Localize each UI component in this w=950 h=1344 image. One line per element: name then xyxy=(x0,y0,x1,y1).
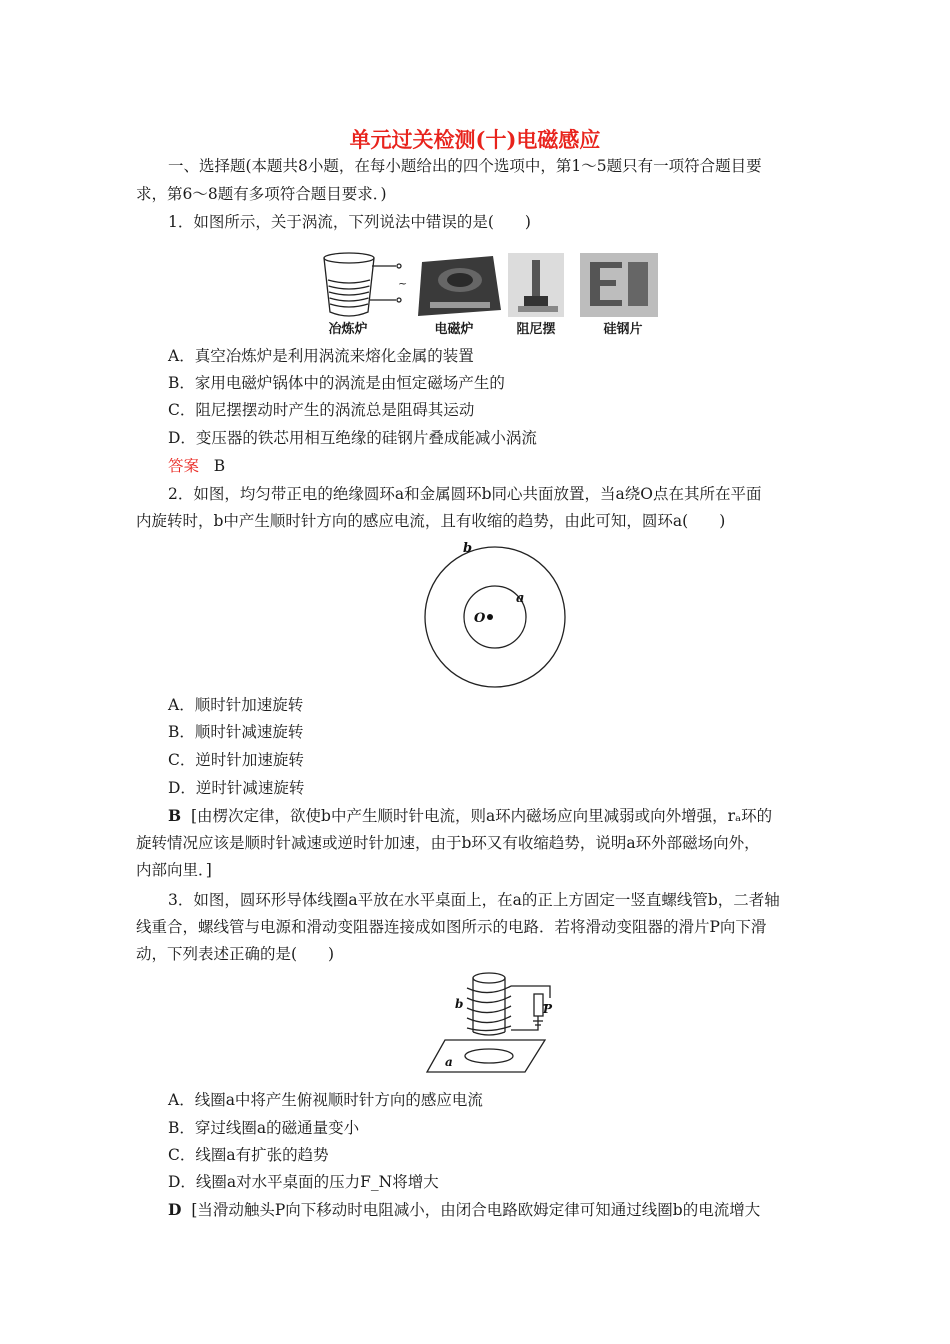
rheostat xyxy=(534,994,543,1016)
label-b: b xyxy=(455,997,464,1011)
q2-option-c: C．逆时针加速旋转 xyxy=(168,751,304,769)
label-b: b xyxy=(463,541,473,556)
q3-stem-line-3: 动，下列表述正确的是( ) xyxy=(136,945,335,963)
q3-solution-text: [当滑动触头P向下移动时电阻减小，由闭合电路欧姆定律可知通过线圈b的电流增大 xyxy=(191,1201,761,1219)
furnace-image xyxy=(324,253,407,316)
q2-solution-line-3: 内部向里．] xyxy=(136,861,212,879)
caption-furnace: 冶炼炉 xyxy=(328,322,368,337)
answer-label: 答案 xyxy=(168,457,200,475)
solenoid-top xyxy=(473,973,505,983)
q1-stem: 1．如图所示，关于涡流，下列说法中错误的是( ) xyxy=(168,213,531,231)
q1-option-b: B．家用电磁炉锅体中的涡流是由恒定磁场产生的 xyxy=(168,374,505,392)
q1-answer xyxy=(168,456,848,476)
q2-option-d: D．逆时针减速旋转 xyxy=(168,779,305,797)
caption-damping-pendulum: 阻尼摆 xyxy=(516,322,556,337)
svg-text:~: ~ xyxy=(398,277,408,290)
q2-solution-line-2: 旋转情况应该是顺时针减速或逆时针加速，由于b环又有收缩趋势，说明a环外部磁场向外， xyxy=(136,834,760,852)
induction-cooker-image xyxy=(418,256,501,316)
q3-solution-key: D xyxy=(168,1200,182,1219)
q2-stem-line-1: 2．如图，均匀带正电的绝缘圆环a和金属圆环b同心共面放置，当a绕O点在其所在平面 xyxy=(168,485,762,503)
coil-a xyxy=(465,1049,513,1063)
section-intro-line-1: 一、选择题(本题共8小题，在每小题给出的四个选项中，第1～5题只有一项符合题目要 xyxy=(168,157,762,175)
label-o: O xyxy=(474,611,486,626)
caption-silicon-steel: 硅钢片 xyxy=(603,322,643,337)
q2-solution-text: [由楞次定律，欲使b中产生顺时针电流，则a环内磁场应向里减弱或向外增强，rₐ环的 xyxy=(190,807,773,825)
section-intro-line-2: 求，第6～8题有多项符合题目要求．) xyxy=(136,185,387,203)
page-title: 单元过关检测(十)电磁感应 xyxy=(349,127,601,152)
q2-solution-key: B xyxy=(168,806,182,825)
q1-option-a: A．真空冶炼炉是利用涡流来熔化金属的装置 xyxy=(168,347,474,365)
q3-option-b: B．穿过线圈a的磁通量变小 xyxy=(168,1119,360,1137)
q2-option-b: B．顺时针减速旋转 xyxy=(168,723,304,741)
label-a: a xyxy=(445,1055,453,1069)
q1-option-d: D．变压器的铁芯用相互绝缘的硅钢片叠成能减小涡流 xyxy=(168,429,537,447)
q3-option-d: D．线圈a对水平桌面的压力F_N将增大 xyxy=(168,1173,439,1191)
caption-induction-cooker: 电磁炉 xyxy=(434,322,474,337)
q1-option-c: C．阻尼摆摆动时产生的涡流总是阻碍其运动 xyxy=(168,401,475,419)
q2-stem-line-2: 内旋转时，b中产生顺时针方向的感应电流，且有收缩的趋势，由此可知，圆环a( ) xyxy=(136,512,726,530)
q2-option-a: A．顺时针加速旋转 xyxy=(168,696,304,714)
q3-solenoid-figure xyxy=(425,968,553,1078)
q3-solution-line-1 xyxy=(168,1200,848,1220)
ring-b xyxy=(425,547,565,687)
label-p: P xyxy=(543,1002,553,1016)
damping-pendulum-image xyxy=(508,253,564,317)
q3-option-a: A．线圈a中将产生俯视顺时针方向的感应电流 xyxy=(168,1091,483,1109)
q3-option-c: C．线圈a有扩张的趋势 xyxy=(168,1146,329,1164)
silicon-steel-image xyxy=(580,253,658,317)
q3-stem-line-1: 3．如图，圆环形导体线圈a平放在水平桌面上，在a的正上方固定一竖直螺线管b，二者轴 xyxy=(168,891,780,909)
answer-value: B xyxy=(213,457,226,475)
center-point-o xyxy=(487,614,493,620)
q2-rings-figure xyxy=(420,538,570,688)
q2-solution-line-1 xyxy=(168,806,848,826)
q3-stem-line-2: 线重合，螺线管与电源和滑动变阻器连接成如图所示的电路．若将滑动变阻器的滑片P向下滑 xyxy=(136,918,767,936)
label-a: a xyxy=(516,591,525,606)
